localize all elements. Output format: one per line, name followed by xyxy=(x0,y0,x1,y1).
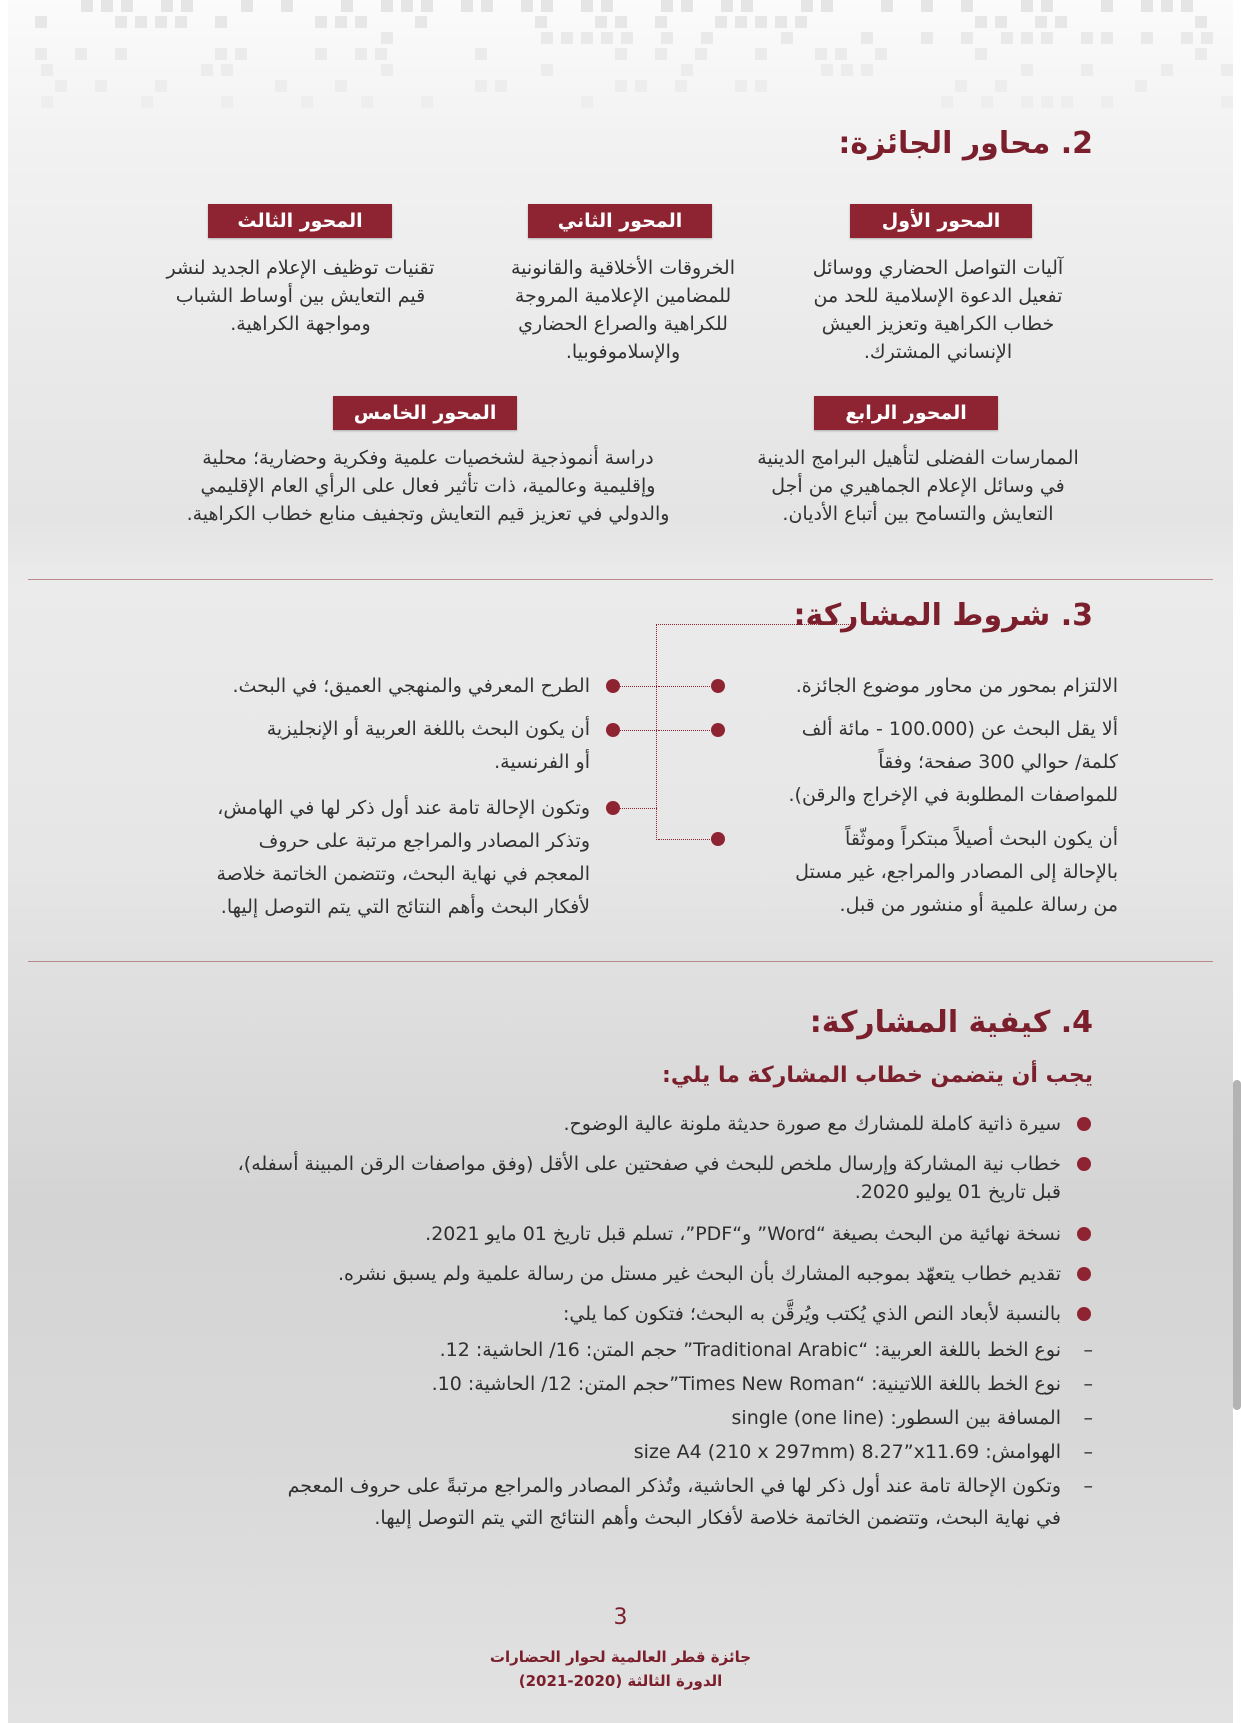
connector-line xyxy=(656,624,851,625)
axis-1-tag: المحور الأول xyxy=(850,204,1032,238)
list-item: خطاب نية المشاركة وإرسال ملخص للبحث في صفحتين على الأقل (وفق مواصفات الرقن المبينة أسفله)، قبل تاريخ 01 يوليو 2020. xyxy=(238,1150,1093,1206)
bullet-dot xyxy=(1077,1227,1091,1241)
condition-left-1: الطرح المعرفي والمنهجي العميق؛ في البحث. xyxy=(232,675,590,697)
bullet-dot xyxy=(1077,1307,1091,1321)
detail-item: – المسافة بين السطور: single (one line) xyxy=(732,1402,1093,1434)
detail-item: – نوع الخط باللغة العربية: “Traditional Arabic” حجم المتن: 16/ الحاشية: 12. xyxy=(440,1334,1093,1366)
axis-2-tag: المحور الثاني xyxy=(528,204,712,238)
list-item: نسخة نهائية من البحث بصيغة “Word” و“PDF”، تسلم قبل تاريخ 01 مايو 2021. xyxy=(425,1220,1093,1248)
axis-5-text: دراسة أنموذجية لشخصيات علمية وفكرية وحضارية؛ محلية وإقليمية وعالمية، ذات تأثير فعال على الرأي العام الإقليمي والدولي في تعزيز قيم التعايش وتجفيف منابع خطاب الكراهية. xyxy=(186,447,670,525)
document-page xyxy=(8,0,1233,1723)
detail-item: – الهوامش: size A4 (210 x 297mm) 8.27”x11.69 xyxy=(634,1436,1093,1468)
bullet-dot xyxy=(711,832,725,846)
axis-5-tag: المحور الخامس xyxy=(333,396,517,430)
page-number: 3 xyxy=(613,1605,628,1630)
axis-4-text: الممارسات الفضلى لتأهيل البرامج الدينية في وسائل الإعلام الجماهيري من أجل التعايش والتسامح بين أتباع الأديان. xyxy=(757,447,1079,525)
section-2-title: 2. محاور الجائزة: xyxy=(838,126,1093,161)
list-item: تقديم خطاب يتعهّد بموجبه المشارك بأن البحث غير مستل من رسالة علمية ولم يسبق نشره. xyxy=(338,1260,1093,1288)
pixel-pattern-decoration xyxy=(8,0,1233,120)
bullet-dot xyxy=(711,679,725,693)
condition-left-3: وتكون الإحالة تامة عند أول ذكر لها في الهامش، وتذكر المصادر والمراجع مرتبة على حروف المعجم في نهاية البحث، وتتضمن الخاتمة خلاصة لأفكار البحث وأهم النتائج التي يتم التوصل إليها. xyxy=(216,797,590,918)
list-item: بالنسبة لأبعاد النص الذي يُكتب ويُرقَّن به البحث؛ فتكون كما يلي: xyxy=(563,1300,1093,1328)
section-4-title: 4. كيفية المشاركة: xyxy=(809,1005,1093,1040)
section-divider xyxy=(28,961,1213,962)
axis-1-text: آليات التواصل الحضاري ووسائل تفعيل الدعوة الإسلامية للحد من خطاب الكراهية وتعزيز العيش الإنساني المشترك. xyxy=(812,257,1064,363)
bullet-dot xyxy=(606,723,620,737)
dash-marker: – xyxy=(1083,1407,1093,1429)
bullet-dot xyxy=(1077,1157,1091,1171)
connector-line xyxy=(658,839,714,840)
bullet-dot xyxy=(606,801,620,815)
footer-edition: الدورة الثالثة (2020-2021) xyxy=(518,1672,723,1690)
dash-marker: – xyxy=(1083,1441,1093,1463)
section-4-subheading: يجب أن يتضمن خطاب المشاركة ما يلي: xyxy=(662,1063,1093,1088)
bullet-dot xyxy=(711,723,725,737)
detail-item: – نوع الخط باللغة اللاتينية: “Times New Roman”حجم المتن: 12/ الحاشية: 10. xyxy=(432,1368,1093,1400)
bullet-dot xyxy=(606,679,620,693)
section-divider xyxy=(28,579,1213,580)
dash-marker: – xyxy=(1083,1339,1093,1361)
section-3-title: 3. شروط المشاركة: xyxy=(793,598,1093,633)
scrollbar[interactable] xyxy=(1233,1080,1241,1410)
axis-3-tag: المحور الثالث xyxy=(208,204,392,238)
axis-2-text: الخروقات الأخلاقية والقانونية للمضامين الإعلامية المروجة للكراهية والصراع الحضاري والإسلاموفوبيا. xyxy=(511,257,735,363)
axis-4-tag: المحور الرابع xyxy=(814,396,998,430)
footer-award-name: جائزة قطر العالمية لحوار الحضارات xyxy=(489,1648,752,1666)
axis-3-text: تقنيات توظيف الإعلام الجديد لنشر قيم التعايش بين أوساط الشباب ومواجهة الكراهية. xyxy=(166,257,435,335)
connector-line xyxy=(658,730,714,731)
condition-left-2: أن يكون البحث باللغة العربية أو الإنجليزية أو الفرنسية. xyxy=(266,718,590,773)
condition-right-2: ألا يقل البحث عن (100.000 - مائة ألف كلمة/ حوالي 300 صفحة؛ وفقاً للمواصفات المطلوبة في الإخراج والرقن). xyxy=(788,718,1118,806)
bullet-dot xyxy=(1077,1267,1091,1281)
dash-marker: – xyxy=(1083,1373,1093,1395)
detail-item: – وتكون الإحالة تامة عند أول ذكر لها في الحاشية، وتُذكر المصادر والمراجع مرتبةً على حروف المعجم في نهاية البحث، وتتضمن الخاتمة خلاصة لأفكار البحث وأهم النتائج التي يتم التوصل إليها. xyxy=(288,1470,1093,1534)
list-item: سيرة ذاتية كاملة للمشارك مع صورة حديثة ملونة عالية الوضوح. xyxy=(563,1110,1093,1138)
connector-line xyxy=(658,686,714,687)
bullet-dot xyxy=(1077,1117,1091,1131)
condition-right-1: الالتزام بمحور من محاور موضوع الجائزة. xyxy=(795,675,1118,697)
condition-right-3: أن يكون البحث أصيلاً مبتكراً وموثّقاً بالإحالة إلى المصادر والمراجع، غير مستل من رسالة علمية أو منشور من قبل. xyxy=(795,828,1118,916)
dash-marker: – xyxy=(1083,1475,1093,1497)
